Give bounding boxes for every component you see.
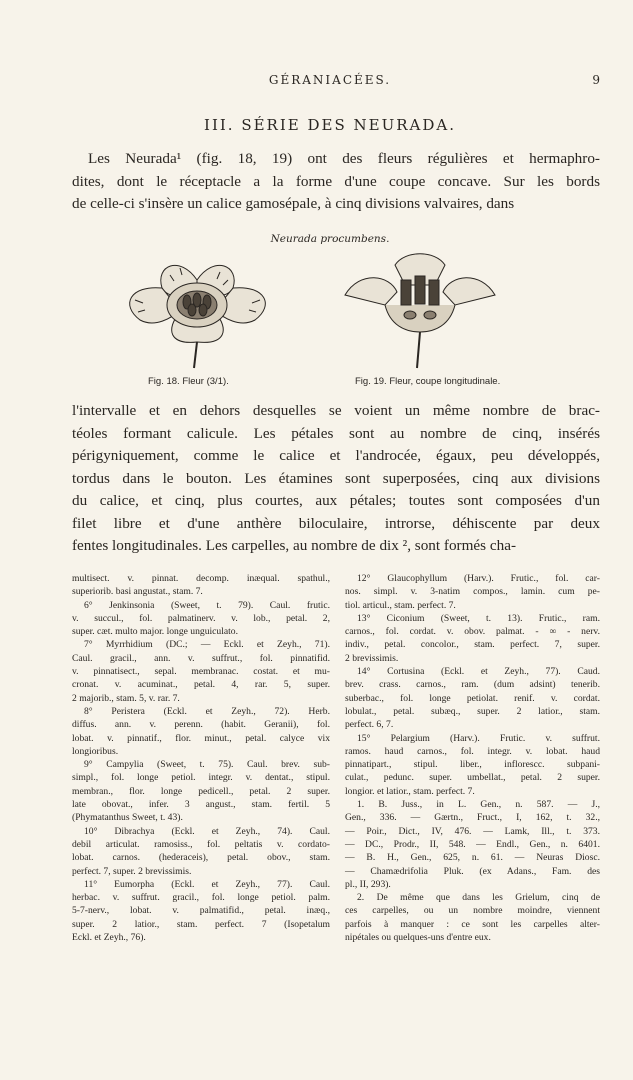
note-line: super. cæt. multo major. longe unguiculato. [72, 626, 239, 638]
flower-section-illustration [335, 250, 505, 370]
note-line: tiol. articul., stam. perfect. 7. [345, 599, 456, 611]
note-line: — Poir., Dict., IV, 476. — Lamk, Ill., t. 373. [345, 825, 600, 837]
note-line: (Phymatanthus Sweet, t. 43). [72, 812, 183, 824]
note-line: brev. crass. carnos., ram. (dum adsint) tenerib. [345, 679, 600, 691]
note-line: nos. simpl. v. 3-natim compos., lamin. cum pe- [345, 586, 600, 598]
note-line: Gen., 336. — Gærtn., Fruct., I, 162, t. 32., [345, 812, 600, 824]
text-line: périgyniquement, comme le calice et l'androcée, égaux, peu développés, [72, 447, 600, 464]
page-header [60, 73, 600, 91]
note-line: suberbac., fol. longe petiolat. renif. v. cordat. [345, 692, 600, 704]
note-line: herbac. v. suffrut. gracil., fol. longe petiol. palm. [72, 892, 330, 904]
paragraph-1 [72, 148, 600, 216]
note-line: Caul. gracil., ann. v. suffrut., fol. pinnatifid. [72, 652, 330, 664]
note-line: longioribus. [72, 745, 119, 757]
note-line: 9° Campylia (Sweet, t. 75). Caul. brev. sub- [84, 759, 330, 771]
note-line: debil articulat. ramosiss., fol. peltatis v. cordato- [72, 838, 330, 850]
notes-right-column [345, 572, 600, 944]
text-line: filet libre et d'une anthère biloculaire, introrse, déhiscente par deux [72, 514, 600, 532]
page-number: 9 [592, 73, 600, 87]
note-line: 7° Myrrhidium (DC.; — Eckl. et Zeyh., 71). [84, 639, 330, 651]
note-line: perfect. 6, 7. [345, 719, 394, 731]
note-line: 2. De même que dans les Grielum, cinq de [357, 892, 600, 904]
note-line: parfois à manquer : ce sont les carpelles alter- [345, 918, 600, 930]
note-line: diffus. ann. v. perenn. (habit. Geranii), fol. [72, 719, 330, 731]
note-line: Eckl. et Zeyh., 76). [72, 932, 146, 944]
note-line: 12° Glaucophyllum (Harv.). Frutic., fol. car- [357, 573, 600, 584]
figure-18-flower [110, 250, 285, 370]
note-line: 6° Jenkinsonia (Sweet, t. 79). Caul. frutic. [84, 599, 330, 611]
note-line: simpl., fol. longe petiol. integr. v. dentat., stipul. [72, 772, 330, 784]
note-line: 11° Eumorpha (Eckl. et Zeyh., 77). Caul. [84, 878, 330, 890]
note-line: 5-7-nerv., lobat. v. palmatifid., petal. inæq., [72, 905, 330, 917]
text-line: fentes longitudinales. Les carpelles, au nombre de dix ², sont formés cha- [72, 537, 517, 554]
figure-19-section [335, 250, 505, 370]
note-line: v. succul., fol. palmatinerv. v. lob., petal. 2, [72, 612, 330, 624]
note-line: 2 brevissimis. [345, 652, 399, 664]
note-line: 2 majorib., stam. 5, v. rar. 7. [72, 692, 180, 704]
note-line: lobat. carnos. (hederaceis), petal. obov., stam. [72, 852, 330, 864]
note-line: v. pinnatisect., sepal. membranac. costat. et mu- [72, 666, 330, 678]
note-line: lobulat., petal. subæq., super. 2 latior., stam. [345, 705, 600, 717]
note-line: multisect. v. pinnat. decomp. inæqual. spathul., [72, 573, 330, 584]
text-line: tordus dans le bouton. Les étamines sont superposées, cinq aux divisions [72, 469, 600, 487]
figure-species-title: Neurada procumbens. [270, 233, 390, 245]
note-line: membran., flor. longe pedicell., petal. 2 super. [72, 785, 330, 797]
note-line: lobat. v. pinnatif., flor. minut., petal. calyce vix [72, 732, 330, 744]
figure-19-caption: Fig. 19. Fleur, coupe longitudinale. [355, 376, 501, 387]
text-line: de celle-ci s'insère un calice gamosépale, à cinq divisions valvaires, dans [72, 195, 515, 212]
note-line: cronat. v. acuminat., petal. 4, rar. 5, super. [72, 679, 330, 691]
text-line: téoles formant calicule. Les pétales sont au nombre de cinq, insérés [72, 424, 600, 442]
notes-left-column [72, 572, 330, 944]
note-line: superiorib. basi angustat., stam. 7. [72, 586, 203, 598]
note-line: 1. B. Juss., in L. Gen., n. 587. — J., [357, 799, 600, 811]
note-line: longior. et latior., stam. perfect. 7. [345, 785, 475, 797]
section-title: III. SÉRIE DES NEURADA. [204, 116, 456, 134]
text-line: du calice, et cinq, plus courtes, aux pétales; toutes sont composées d'un [72, 492, 600, 509]
note-line: — B. H., Gen., 625, n. 61. — Neuras Diosc. [345, 852, 600, 864]
note-line: late obovat., infer. 3 angust., stam. fertil. 5 [72, 799, 330, 811]
note-line: 13° Ciconium (Sweet, t. 13). Frutic., ram. [357, 612, 600, 624]
note-line: perfect. 7, super. 2 brevissimis. [72, 865, 192, 877]
note-line: 8° Peristera (Eckl. et Zeyh., 72). Herb. [84, 705, 330, 717]
text-line: Les Neurada¹ (fig. 18, 19) ont des fleurs régulières et hermaphro- [88, 150, 600, 167]
running-title: GÉRANIACÉES. [268, 73, 392, 87]
note-line: pinnatipart., stipul. liber., inflorescc. subpani- [345, 759, 600, 771]
text-line: l'intervalle et en dehors desquelles se voient un même nombre de brac- [72, 402, 600, 419]
note-line: — Chamædrifolia Pluk. (ex Adans., Fam. des [345, 865, 600, 877]
note-line: 10° Dibrachya (Eckl. et Zeyh., 74). Caul. [84, 825, 330, 837]
note-line: pl., II, 293). [345, 878, 391, 890]
note-line: super. 2 latior., stam. perfect. 7 (Isopetalum [72, 918, 330, 930]
note-line: carnos., fol. cordat. v. obov. palmat. - ∞ - nerv. [345, 626, 600, 638]
flower-illustration [110, 250, 285, 370]
note-line: 15° Pelargium (Harv.). Frutic. v. suffrut. [357, 732, 600, 744]
note-line: — DC., Prodr., II, 548. — Endl., Gen., n. 6401. [345, 838, 600, 850]
note-line: 14° Cortusina (Eckl. et Zeyh., 77). Caud. [357, 666, 600, 678]
note-line: ramos. haud carnos., fol. integr. v. lobat. haud [345, 745, 600, 757]
note-line: indiv., petal. concolor., stam. perfect. 7, super. [345, 639, 600, 651]
figure-18-caption: Fig. 18. Fleur (3/1). [148, 376, 229, 387]
note-line: culat., pedunc. super. umbellat., petal. 2 super. [345, 772, 600, 784]
text-line: dites, dont le réceptacle a la forme d'une coupe concave. Sur les bords [72, 172, 600, 190]
paragraph-2 [72, 400, 600, 558]
note-line: ces carpelles, ou un nombre moindre, viennent [345, 905, 600, 917]
note-line: nipétales ou quelques-uns d'entre eux. [345, 932, 491, 944]
